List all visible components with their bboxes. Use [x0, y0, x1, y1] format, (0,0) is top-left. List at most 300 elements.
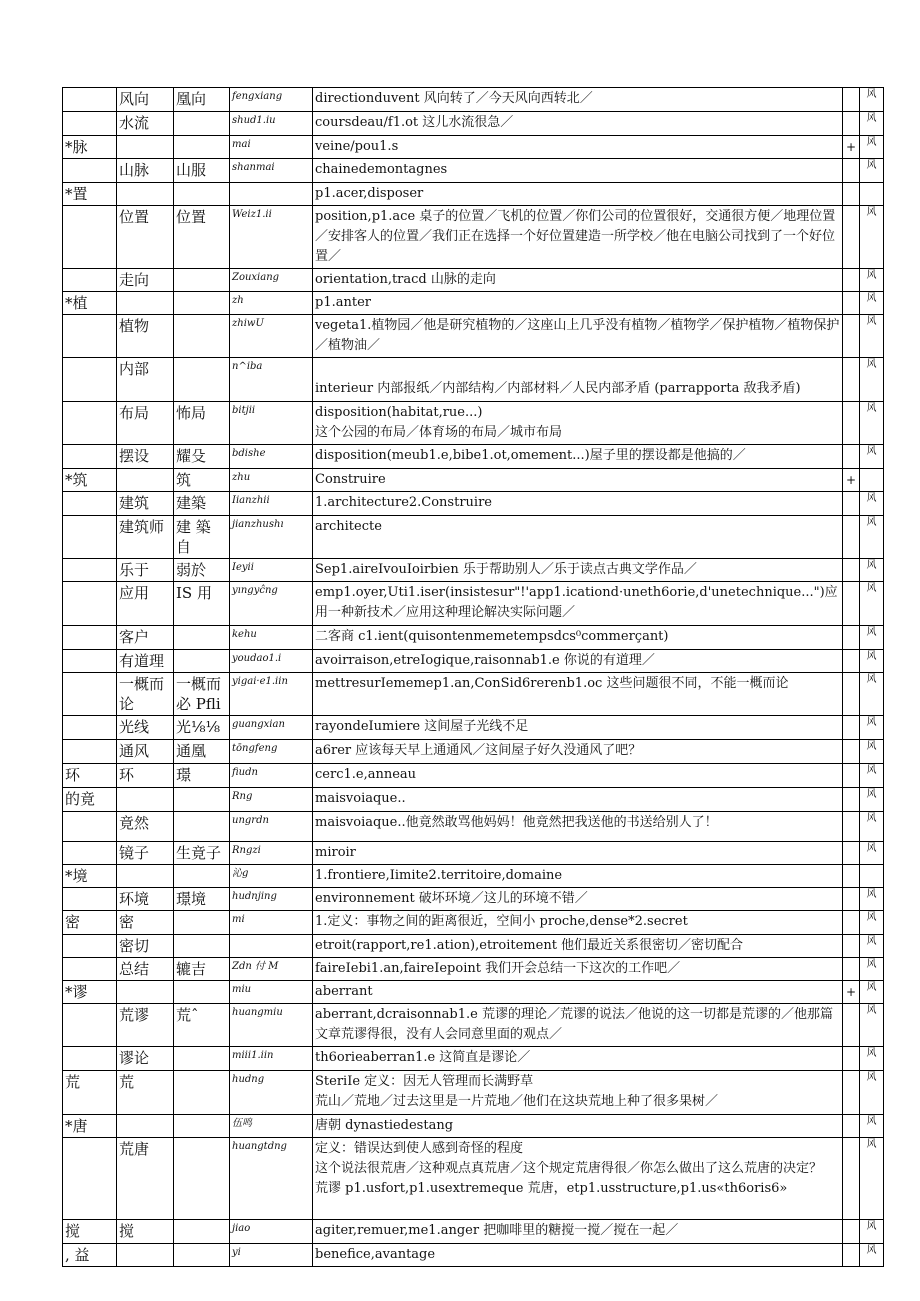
table-row	[63, 492, 884, 516]
mark-cell: 风	[860, 492, 884, 516]
definition-cell	[313, 888, 843, 911]
table-row	[63, 469, 884, 492]
definition-cell	[313, 206, 843, 269]
definition-line: environnement 破坏环境／这儿的环境不错／	[315, 891, 588, 906]
table-row	[63, 315, 884, 358]
traditional-word-cell	[174, 1138, 230, 1220]
plus-marker-cell	[843, 626, 860, 650]
simplified-word-cell: 有道理	[117, 650, 174, 673]
simplified-word-cell: 光线	[117, 716, 174, 740]
headword-cell: 密	[63, 911, 117, 935]
mark-cell: 风	[860, 402, 884, 445]
definition-cell	[313, 958, 843, 981]
vocabulary-table	[62, 87, 884, 1267]
definition-cell	[313, 269, 843, 292]
pinyin-cell: huangtdng	[230, 1138, 313, 1220]
definition-line: rayondeIumiere 这间屋子光线不足	[315, 719, 529, 734]
pinyin-cell: bitjii	[230, 402, 313, 445]
mark-cell: 风	[860, 764, 884, 788]
headword-cell	[63, 358, 117, 402]
pinyin-cell: fiudn	[230, 764, 313, 788]
simplified-word-cell	[117, 865, 174, 888]
table-row	[63, 183, 884, 206]
table-row	[63, 764, 884, 788]
plus-marker-cell	[843, 183, 860, 206]
definition-line: emp1.oyer,Uti1.iser(insistesur"!'app1.icationd·uneth6orie,d'unetechnique...")应用一种新技术／应用这种理论解决实际问题／	[315, 585, 838, 620]
simplified-word-cell: 水流	[117, 112, 174, 136]
traditional-word-cell: 山服	[174, 159, 230, 183]
mark-cell	[860, 183, 884, 206]
plus-marker-cell	[843, 358, 860, 402]
pinyin-cell: 伍鸣	[230, 1115, 313, 1138]
definition-line: orientation,tracd 山脉的走向	[315, 272, 496, 287]
pinyin-cell: n^iba	[230, 358, 313, 402]
headword-cell: *置	[63, 183, 117, 206]
pinyin-cell: zhu	[230, 469, 313, 492]
table-row	[63, 112, 884, 136]
table-row	[63, 292, 884, 315]
definition-line: Sep1.aireIvouIoirbien 乐于帮助别人／乐于读点古典文学作品／	[315, 562, 697, 577]
headword-cell	[63, 559, 117, 582]
traditional-word-cell	[174, 935, 230, 958]
mark-cell	[860, 469, 884, 492]
pinyin-cell: Rngzi	[230, 842, 313, 865]
simplified-word-cell: 客户	[117, 626, 174, 650]
table-row	[63, 358, 884, 402]
definition-cell	[313, 559, 843, 582]
pinyin-cell: fengxiang	[230, 88, 313, 112]
headword-cell	[63, 88, 117, 112]
mark-cell: 风	[860, 206, 884, 269]
plus-marker-cell	[843, 1220, 860, 1244]
simplified-word-cell	[117, 1115, 174, 1138]
table-row	[63, 159, 884, 183]
headword-cell	[63, 582, 117, 626]
plus-marker-cell	[843, 492, 860, 516]
plus-marker-cell	[843, 269, 860, 292]
traditional-word-cell: 璟境	[174, 888, 230, 911]
table-row	[63, 516, 884, 559]
headword-cell: 环	[63, 764, 117, 788]
definition-line: vegeta1.植物园／他是研究植物的／这座山上几乎没有植物／植物学／保护植物／植物保护／植物油／	[315, 318, 840, 353]
mark-cell: 风	[860, 1220, 884, 1244]
definition-cell	[313, 935, 843, 958]
table-row	[63, 1047, 884, 1071]
definition-cell	[313, 112, 843, 136]
headword-cell	[63, 716, 117, 740]
traditional-word-cell	[174, 626, 230, 650]
definition-cell	[313, 740, 843, 764]
traditional-word-cell: 耀殳	[174, 445, 230, 469]
headword-cell	[63, 812, 117, 842]
traditional-word-cell	[174, 136, 230, 159]
headword-cell	[63, 492, 117, 516]
definition-line: etroit(rapport,re1.ation),etroitement 他们最近关系很密切／密切配合	[315, 938, 744, 953]
pinyin-cell: miii1.iin	[230, 1047, 313, 1071]
plus-marker-cell	[843, 292, 860, 315]
definition-line: maisvoiaque..他竟然敢骂他妈妈！他竟然把我送他的书送给别人了！	[315, 815, 718, 830]
traditional-word-cell: IS 用	[174, 582, 230, 626]
definition-line: position,p1.ace 桌子的位置／飞机的位置／你们公司的位置很好，交通很方便／地理位置／安排客人的位置／我们正在选择一个好位置建造一所学校／他在电脑公司找到了一个好位置／	[315, 209, 836, 264]
simplified-word-cell: 密	[117, 911, 174, 935]
traditional-word-cell	[174, 650, 230, 673]
definition-line: interieur 内部报纸／内部结构／内部材料／人民内部矛盾 (parrapporta 敌我矛盾)	[315, 381, 801, 396]
simplified-word-cell: 乐于	[117, 559, 174, 582]
definition-line: disposition(meub1.e,bibe1.ot,omement...)屋子里的摆设都是他搞的／	[315, 448, 746, 463]
simplified-word-cell: 建筑师	[117, 516, 174, 559]
pinyin-cell: shanmai	[230, 159, 313, 183]
mark-cell: 风	[860, 88, 884, 112]
definition-line: aberrant	[315, 984, 373, 999]
headword-cell	[63, 159, 117, 183]
simplified-word-cell: 山脉	[117, 159, 174, 183]
pinyin-cell: Iianzhii	[230, 492, 313, 516]
headword-cell: *谬	[63, 981, 117, 1004]
traditional-word-cell: 璟	[174, 764, 230, 788]
mark-cell: 风	[860, 740, 884, 764]
mark-cell: 风	[860, 112, 884, 136]
mark-cell: 风	[860, 673, 884, 716]
pinyin-cell: hudng	[230, 1071, 313, 1115]
table-row	[63, 1220, 884, 1244]
table-row	[63, 88, 884, 112]
table-row	[63, 958, 884, 981]
table-row	[63, 865, 884, 888]
pinyin-cell: kehu	[230, 626, 313, 650]
definition-cell	[313, 1244, 843, 1267]
headword-cell	[63, 626, 117, 650]
definition-cell	[313, 469, 843, 492]
simplified-word-cell: 风向	[117, 88, 174, 112]
traditional-word-cell	[174, 269, 230, 292]
definition-line: Construire	[315, 472, 386, 487]
pinyin-cell: Weiz1.ii	[230, 206, 313, 269]
table-row	[63, 788, 884, 812]
plus-marker-cell: +	[843, 136, 860, 159]
plus-marker-cell	[843, 650, 860, 673]
headword-cell	[63, 315, 117, 358]
definition-line: 唐朝 dynastiedestang	[315, 1118, 454, 1133]
plus-marker-cell	[843, 559, 860, 582]
pinyin-cell: yıngyĉng	[230, 582, 313, 626]
plus-marker-cell	[843, 935, 860, 958]
mark-cell: 风	[860, 1115, 884, 1138]
traditional-word-cell: 弱於	[174, 559, 230, 582]
table-row	[63, 1138, 884, 1220]
headword-cell: *筑	[63, 469, 117, 492]
plus-marker-cell	[843, 842, 860, 865]
table-row	[63, 136, 884, 159]
table-row	[63, 445, 884, 469]
table-row	[63, 981, 884, 1004]
definition-line: 二客商 c1.ient(quisontenmemetempsdcs⁰commerçant)	[315, 629, 669, 644]
headword-cell	[63, 888, 117, 911]
definition-line: mettresurIememep1.an,ConSid6rerenb1.oc 这些问题很不同，不能一概而论	[315, 676, 789, 691]
mark-cell: 风	[860, 582, 884, 626]
simplified-word-cell: 环	[117, 764, 174, 788]
mark-cell: 风	[860, 650, 884, 673]
headword-cell: *境	[63, 865, 117, 888]
definition-line: miroir	[315, 845, 356, 860]
mark-cell: 风	[860, 812, 884, 842]
simplified-word-cell: 布局	[117, 402, 174, 445]
table-row	[63, 1071, 884, 1115]
mark-cell: 风	[860, 842, 884, 865]
pinyin-cell: yi	[230, 1244, 313, 1267]
definition-cell	[313, 1047, 843, 1071]
definition-cell	[313, 673, 843, 716]
traditional-word-cell	[174, 358, 230, 402]
plus-marker-cell	[843, 788, 860, 812]
definition-line: 荒谬 p1.usfort,p1.usextremeque 荒唐，etp1.usstructure,p1.us«th6oris6»	[315, 1181, 788, 1196]
pinyin-cell: guangxian	[230, 716, 313, 740]
simplified-word-cell: 走向	[117, 269, 174, 292]
definition-cell	[313, 445, 843, 469]
mark-cell: 风	[860, 888, 884, 911]
plus-marker-cell	[843, 673, 860, 716]
plus-marker-cell	[843, 402, 860, 445]
headword-cell	[63, 1004, 117, 1047]
definition-cell	[313, 315, 843, 358]
plus-marker-cell	[843, 1004, 860, 1047]
definition-cell	[313, 183, 843, 206]
traditional-word-cell: 位置	[174, 206, 230, 269]
table-row	[63, 842, 884, 865]
plus-marker-cell	[843, 1071, 860, 1115]
mark-cell: 风	[860, 159, 884, 183]
simplified-word-cell	[117, 788, 174, 812]
traditional-word-cell	[174, 911, 230, 935]
plus-marker-cell	[843, 958, 860, 981]
simplified-word-cell: 密切	[117, 935, 174, 958]
definition-cell	[313, 136, 843, 159]
definition-line: coursdeau/f1.ot 这儿水流很急／	[315, 115, 514, 130]
plus-marker-cell	[843, 1115, 860, 1138]
pinyin-cell: huangmiu	[230, 1004, 313, 1047]
headword-cell: *植	[63, 292, 117, 315]
simplified-word-cell: 一概而论	[117, 673, 174, 716]
pinyin-cell: mai	[230, 136, 313, 159]
mark-cell: 风	[860, 1004, 884, 1047]
headword-cell	[63, 935, 117, 958]
definition-cell	[313, 582, 843, 626]
mark-cell: 风	[860, 1047, 884, 1071]
definition-line: maisvoiaque..	[315, 791, 406, 806]
definition-line: benefice,avantage	[315, 1247, 436, 1262]
definition-cell	[313, 650, 843, 673]
traditional-word-cell: 荒ˆ	[174, 1004, 230, 1047]
simplified-word-cell: 竟然	[117, 812, 174, 842]
headword-cell	[63, 402, 117, 445]
plus-marker-cell	[843, 812, 860, 842]
table-row	[63, 1244, 884, 1267]
mark-cell: 风	[860, 716, 884, 740]
traditional-word-cell	[174, 1047, 230, 1071]
pinyin-cell: zh	[230, 292, 313, 315]
table-row	[63, 269, 884, 292]
table-row	[63, 911, 884, 935]
traditional-word-cell	[174, 1244, 230, 1267]
traditional-word-cell	[174, 981, 230, 1004]
table-row	[63, 888, 884, 911]
definition-line: 这个公园的布局／体育场的布局／城市布局	[315, 425, 563, 440]
plus-marker-cell	[843, 1047, 860, 1071]
definition-line: 1.定义：事物之间的距离很近，空间小 proche,dense*2.secret	[315, 914, 688, 929]
definition-cell	[313, 1220, 843, 1244]
plus-marker-cell: +	[843, 981, 860, 1004]
plus-marker-cell	[843, 582, 860, 626]
pinyin-cell: Rng	[230, 788, 313, 812]
headword-cell: 荒	[63, 1071, 117, 1115]
mark-cell: 风	[860, 136, 884, 159]
definition-line: 定义：错误达到使人感到奇怪的程度	[315, 1141, 524, 1156]
mark-cell: 风	[860, 935, 884, 958]
mark-cell: 风	[860, 516, 884, 559]
table-row	[63, 673, 884, 716]
mark-cell: 风	[860, 559, 884, 582]
mark-cell: 风	[860, 958, 884, 981]
traditional-word-cell: 光⅛⅛	[174, 716, 230, 740]
plus-marker-cell	[843, 1244, 860, 1267]
plus-marker-cell	[843, 740, 860, 764]
plus-marker-cell	[843, 88, 860, 112]
plus-marker-cell	[843, 888, 860, 911]
headword-cell	[63, 842, 117, 865]
mark-cell: 风	[860, 788, 884, 812]
simplified-word-cell: 植物	[117, 315, 174, 358]
traditional-word-cell	[174, 1071, 230, 1115]
simplified-word-cell: 荒唐	[117, 1138, 174, 1220]
plus-marker-cell	[843, 159, 860, 183]
headword-cell	[63, 650, 117, 673]
table-row	[63, 935, 884, 958]
headword-cell	[63, 1138, 117, 1220]
plus-marker-cell: +	[843, 469, 860, 492]
definition-cell	[313, 812, 843, 842]
mark-cell	[860, 865, 884, 888]
simplified-word-cell	[117, 469, 174, 492]
simplified-word-cell: 建筑	[117, 492, 174, 516]
definition-cell	[313, 1138, 843, 1220]
mark-cell: 风	[860, 981, 884, 1004]
traditional-word-cell	[174, 788, 230, 812]
mark-cell: 风	[860, 1138, 884, 1220]
definition-line: 1.frontiere,Iimite2.territoire,domaine	[315, 868, 563, 883]
headword-cell	[63, 112, 117, 136]
pinyin-cell: shud1.iu	[230, 112, 313, 136]
headword-cell: 搅	[63, 1220, 117, 1244]
plus-marker-cell	[843, 911, 860, 935]
definition-line: 荒山／荒地／过去这里是一片荒地／他们在这块荒地上种了很多果树／	[315, 1094, 719, 1109]
definition-cell	[313, 1004, 843, 1047]
simplified-word-cell	[117, 981, 174, 1004]
pinyin-cell: Zdn 付 M	[230, 958, 313, 981]
definition-cell	[313, 626, 843, 650]
mark-cell: 风	[860, 626, 884, 650]
headword-cell: , 益	[63, 1244, 117, 1267]
pinyin-cell	[230, 183, 313, 206]
mark-cell: 风	[860, 358, 884, 402]
traditional-word-cell: 建 築 自	[174, 516, 230, 559]
plus-marker-cell	[843, 315, 860, 358]
definition-cell	[313, 516, 843, 559]
definition-cell	[313, 788, 843, 812]
table-row	[63, 740, 884, 764]
definition-line: SteriIe 定义：因无人管理而长满野草	[315, 1074, 534, 1089]
pinyin-cell: mi	[230, 911, 313, 935]
simplified-word-cell	[117, 292, 174, 315]
definition-cell	[313, 716, 843, 740]
table-row	[63, 582, 884, 626]
pinyin-cell: 沁g	[230, 865, 313, 888]
mark-cell: 风	[860, 269, 884, 292]
definition-line: disposition(habitat,rue...)	[315, 405, 483, 420]
definition-line: p1.acer,disposer	[315, 186, 424, 201]
pinyin-cell: zhiwU	[230, 315, 313, 358]
definition-line: faireIebi1.an,faireIepoint 我们开会总结一下这次的工作吧／	[315, 961, 681, 976]
definition-line	[315, 359, 840, 379]
pinyin-cell: jiao	[230, 1220, 313, 1244]
plus-marker-cell	[843, 1138, 860, 1220]
definition-cell	[313, 764, 843, 788]
table-row	[63, 1115, 884, 1138]
table-row	[63, 650, 884, 673]
table-row	[63, 626, 884, 650]
plus-marker-cell	[843, 516, 860, 559]
plus-marker-cell	[843, 112, 860, 136]
traditional-word-cell	[174, 112, 230, 136]
pinyin-cell: tōngfeng	[230, 740, 313, 764]
definition-line: p1.anter	[315, 295, 371, 310]
definition-line: a6rer 应该每天早上通通风／这间屋子好久没通风了吧？	[315, 743, 642, 758]
traditional-word-cell	[174, 315, 230, 358]
definition-cell	[313, 1115, 843, 1138]
definition-cell	[313, 402, 843, 445]
traditional-word-cell	[174, 183, 230, 206]
simplified-word-cell: 摆设	[117, 445, 174, 469]
mark-cell: 风	[860, 445, 884, 469]
definition-line: 1.architecture2.Construire	[315, 495, 492, 510]
pinyin-cell: jianzhushı	[230, 516, 313, 559]
table-row	[63, 1004, 884, 1047]
pinyin-cell: youdao1.i	[230, 650, 313, 673]
definition-cell	[313, 292, 843, 315]
plus-marker-cell	[843, 764, 860, 788]
traditional-word-cell	[174, 292, 230, 315]
pinyin-cell: Zouxiang	[230, 269, 313, 292]
traditional-word-cell: 建築	[174, 492, 230, 516]
simplified-word-cell	[117, 136, 174, 159]
headword-cell: *唐	[63, 1115, 117, 1138]
plus-marker-cell	[843, 445, 860, 469]
plus-marker-cell	[843, 865, 860, 888]
definition-line: chainedemontagnes	[315, 162, 448, 177]
definition-line: agiter,remuer,me1.anger 把咖啡里的糖搅一搅／搅在一起／	[315, 1223, 679, 1238]
mark-cell: 风	[860, 292, 884, 315]
plus-marker-cell	[843, 716, 860, 740]
headword-cell	[63, 269, 117, 292]
definition-cell	[313, 358, 843, 402]
pinyin-cell: miu	[230, 981, 313, 1004]
simplified-word-cell: 应用	[117, 582, 174, 626]
headword-cell	[63, 740, 117, 764]
pinyin-cell: bdishe	[230, 445, 313, 469]
pinyin-cell: ungrdn	[230, 812, 313, 842]
definition-line: architecte	[315, 519, 382, 534]
pinyin-cell	[230, 935, 313, 958]
headword-cell	[63, 206, 117, 269]
simplified-word-cell: 位置	[117, 206, 174, 269]
